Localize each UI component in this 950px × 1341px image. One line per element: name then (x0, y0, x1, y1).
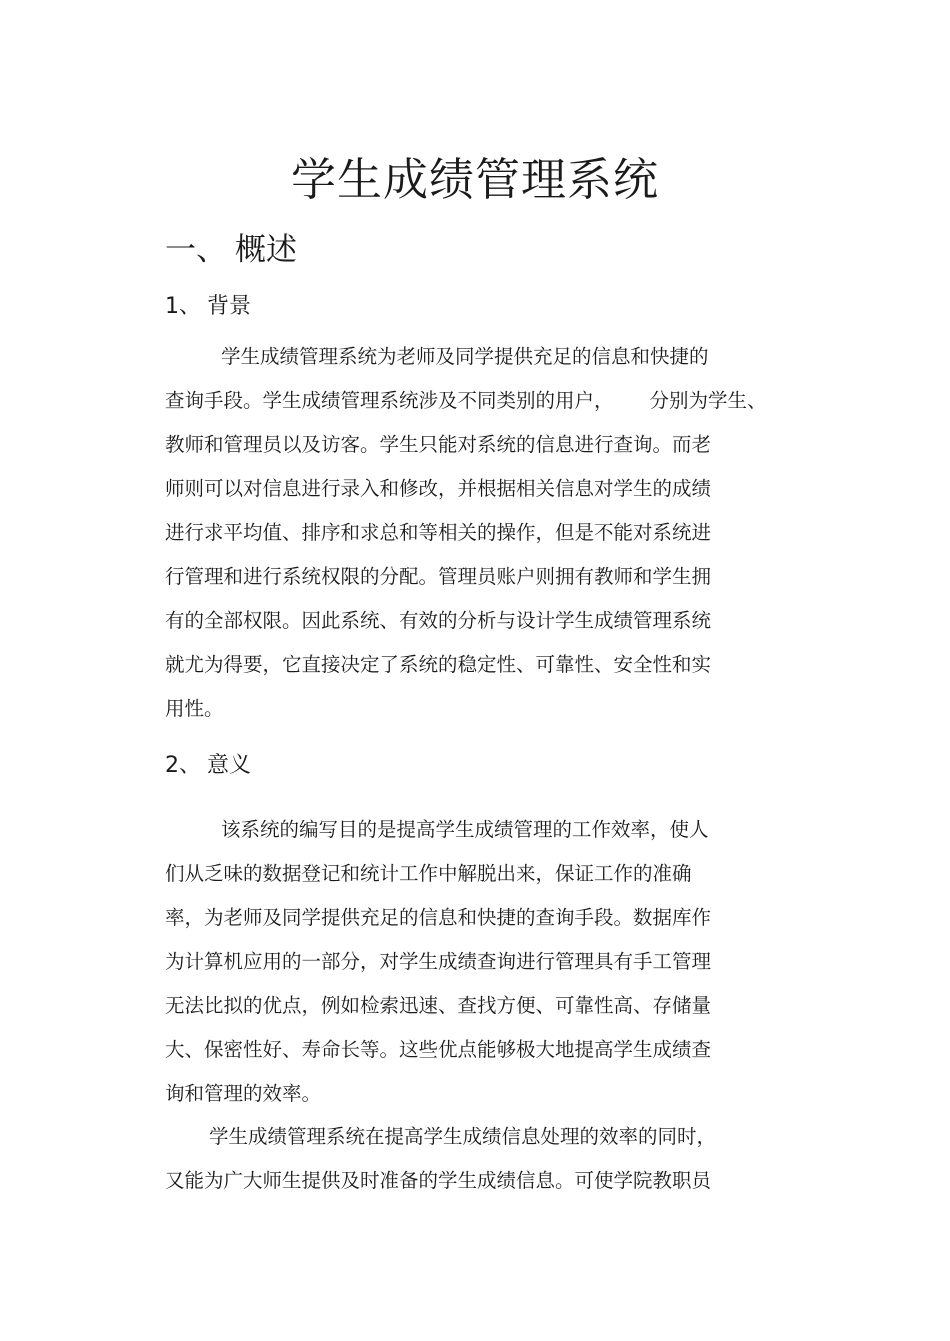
subsection-title: 背景 (207, 294, 252, 319)
paragraph-line: 们从乏味的数据登记和统计工作中解脱出来，保证工作的准确 (165, 862, 692, 885)
subsection-number: 2、 (165, 753, 201, 778)
paragraph-line: 教师和管理员以及访客。学生只能对系统的信息进行查询。而老 (165, 433, 712, 456)
section-title: 概述 (235, 232, 297, 268)
subsection-heading-significance (165, 751, 251, 781)
section-heading-overview (165, 229, 297, 271)
paragraph-line: 学生成绩管理系统在提高学生成绩信息处理的效率的同时， (209, 1125, 717, 1148)
paragraph-line: 无法比拟的优点，例如检索迅速、查找方便、可靠性高、存储量 (165, 994, 712, 1017)
paragraph-line: 大、保密性好、寿命长等。这些优点能够极大地提高学生成绩查 (165, 1038, 712, 1061)
paragraph-line: 又能为广大师生提供及时准备的学生成绩信息。可使学院教职员 (165, 1169, 712, 1192)
document-title: 学生成绩管理系统 (290, 153, 659, 206)
paragraph-line: 该系统的编写目的是提高学生成绩管理的工作效率，使人 (221, 818, 709, 841)
paragraph-line-part: 查询手段。学生成绩管理系统涉及不同类别的用户， (165, 389, 614, 412)
paragraph-line: 率，为老师及同学提供充足的信息和快捷的查询手段。数据库作 (165, 906, 712, 929)
paragraph-line: 有的全部权限。因此系统、有效的分析与设计学生成绩管理系统 (165, 609, 712, 632)
significance-paragraph (165, 808, 785, 1116)
subsection-title: 意义 (207, 753, 252, 778)
paragraph-line: 询和管理的效率。 (165, 1082, 322, 1105)
paragraph-line: 用性。 (165, 697, 224, 720)
paragraph-line-part: 分别为学生、 (649, 389, 767, 412)
subsection-heading-background (165, 292, 251, 322)
significance-paragraph-2 (165, 1115, 785, 1203)
paragraph-line: 就尤为得要，它直接决定了系统的稳定性、可靠性、安全性和实 (165, 653, 712, 676)
paragraph-line: 进行求平均值、排序和求总和等相关的操作，但是不能对系统进 (165, 521, 712, 544)
paragraph-line: 师则可以对信息进行录入和修改，并根据相关信息对学生的成绩 (165, 477, 712, 500)
paragraph-line (165, 379, 785, 423)
paragraph-line: 行管理和进行系统权限的分配。管理员账户则拥有教师和学生拥 (165, 565, 712, 588)
section-number: 一、 (165, 232, 227, 268)
subsection-number: 1、 (165, 294, 201, 319)
paragraph-line: 为计算机应用的一部分，对学生成绩查询进行管理具有手工管理 (165, 950, 712, 973)
background-paragraph (165, 335, 785, 731)
paragraph-line: 学生成绩管理系统为老师及同学提供充足的信息和快捷的 (221, 345, 709, 368)
